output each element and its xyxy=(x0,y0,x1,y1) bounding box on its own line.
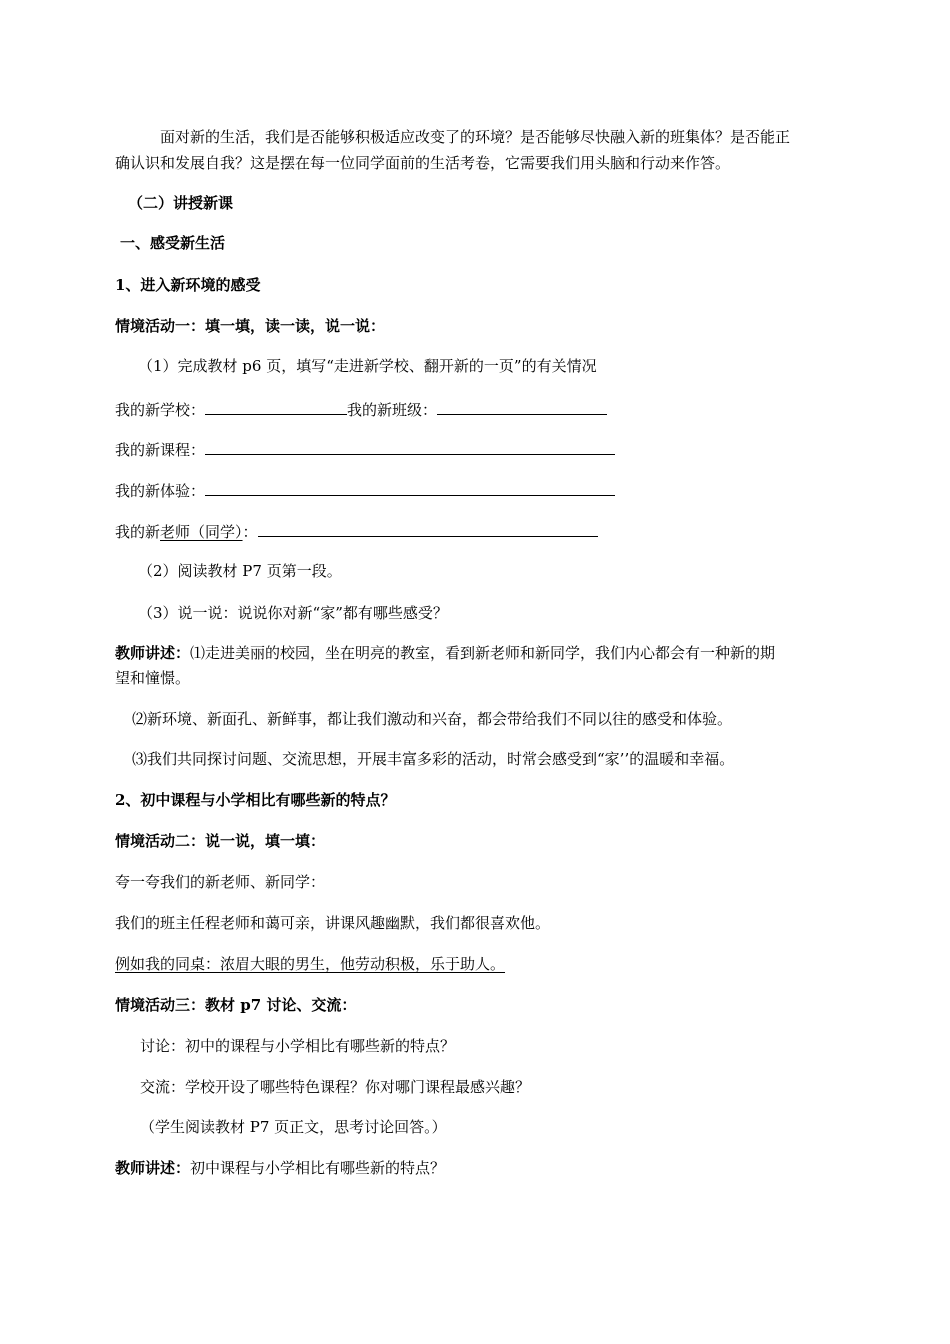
activity2-line1: 夸一夸我们的新老师、新同学： xyxy=(115,873,326,891)
teacher-talk1-label: 教师讲述： xyxy=(115,644,191,662)
teacher-talk2-text: 初中课程与小学相比有哪些新的特点？ xyxy=(190,1159,446,1177)
activity3-exchange: 交流：学校开设了哪些特色课程？你对哪门课程最感兴趣？ xyxy=(140,1078,531,1096)
teacher-talk1-p1-line1: ⑴走进美丽的校园，坐在明亮的教室，看到新老师和新同学，我们内心都会有一种新的期 xyxy=(190,644,776,662)
school-class-row xyxy=(115,398,607,418)
class-blank xyxy=(437,398,607,415)
experience-label: 我的新体验： xyxy=(115,482,206,500)
activity1-step1: （1）完成教材 p6 页，填写“走进新学校、翻开新的一页”的有关情况 xyxy=(138,357,597,375)
teacher-talk1-p2: ⑵新环境、新面孔、新鲜事，都让我们激动和兴奋，都会带给我们不同以往的感受和体验。 xyxy=(132,710,733,728)
section-title: （二）讲授新课 xyxy=(128,194,234,212)
teacher-prefix: 我的新 xyxy=(115,523,161,541)
activity3-note: （学生阅读教材 P7 页正文，思考讨论回答。） xyxy=(140,1118,447,1136)
experience-row xyxy=(115,479,615,499)
course-label: 我的新课程： xyxy=(115,441,206,459)
part1-title: 一、感受新生活 xyxy=(120,234,226,252)
course-row xyxy=(115,438,615,458)
activity2-line3: 例如我的同桌：浓眉大眼的男生，他劳动积极，乐于助人。 xyxy=(115,955,506,973)
activity1-step2: （2）阅读教材 P7 页第一段。 xyxy=(138,562,342,580)
teacher-underlined: 老师（同学） xyxy=(160,523,243,541)
teacher-blank xyxy=(258,520,598,537)
activity3-discuss: 讨论：初中的课程与小学相比有哪些新的特点？ xyxy=(140,1037,456,1055)
teacher-suffix: ： xyxy=(242,523,258,541)
activity1-title: 情境活动一：填一填，读一读，说一说： xyxy=(115,317,386,335)
activity2-title: 情境活动二：说一说，填一填： xyxy=(115,832,326,850)
intro-line-1: 面对新的生活，我们是否能够积极适应改变了的环境？是否能够尽快融入新的班集体？是否能正 xyxy=(160,128,791,146)
intro-line-2: 确认识和发展自我？这是摆在每一位同学面前的生活考卷，它需要我们用头脑和行动来作答。 xyxy=(115,154,731,172)
school-label: 我的新学校： xyxy=(115,401,206,419)
teacher-talk1-line1 xyxy=(115,643,775,663)
activity1-step3: （3）说一说：说说你对新“家”都有哪些感受？ xyxy=(138,604,448,622)
item1-title: 1、进入新环境的感受 xyxy=(115,276,261,294)
teacher-row xyxy=(115,520,598,540)
activity3-title: 情境活动三：教材 p7 讨论、交流： xyxy=(115,996,357,1014)
activity2-line2: 我们的班主任程老师和蔼可亲，讲课风趣幽默，我们都很喜欢他。 xyxy=(115,914,551,932)
teacher-talk2 xyxy=(115,1158,445,1178)
class-label: 我的新班级： xyxy=(347,401,438,419)
teacher-talk2-label: 教师讲述： xyxy=(115,1159,191,1177)
teacher-talk1-p3: ⑶我们共同探讨问题、交流思想，开展丰富多彩的活动，时常会感受到“家’’的温暖和幸福。 xyxy=(132,750,735,768)
experience-blank xyxy=(205,479,615,496)
course-blank xyxy=(205,438,615,455)
item2-title: 2、初中课程与小学相比有哪些新的特点？ xyxy=(115,791,396,809)
school-blank xyxy=(205,398,347,415)
teacher-talk1-p1-line2: 望和憧憬。 xyxy=(115,669,191,687)
